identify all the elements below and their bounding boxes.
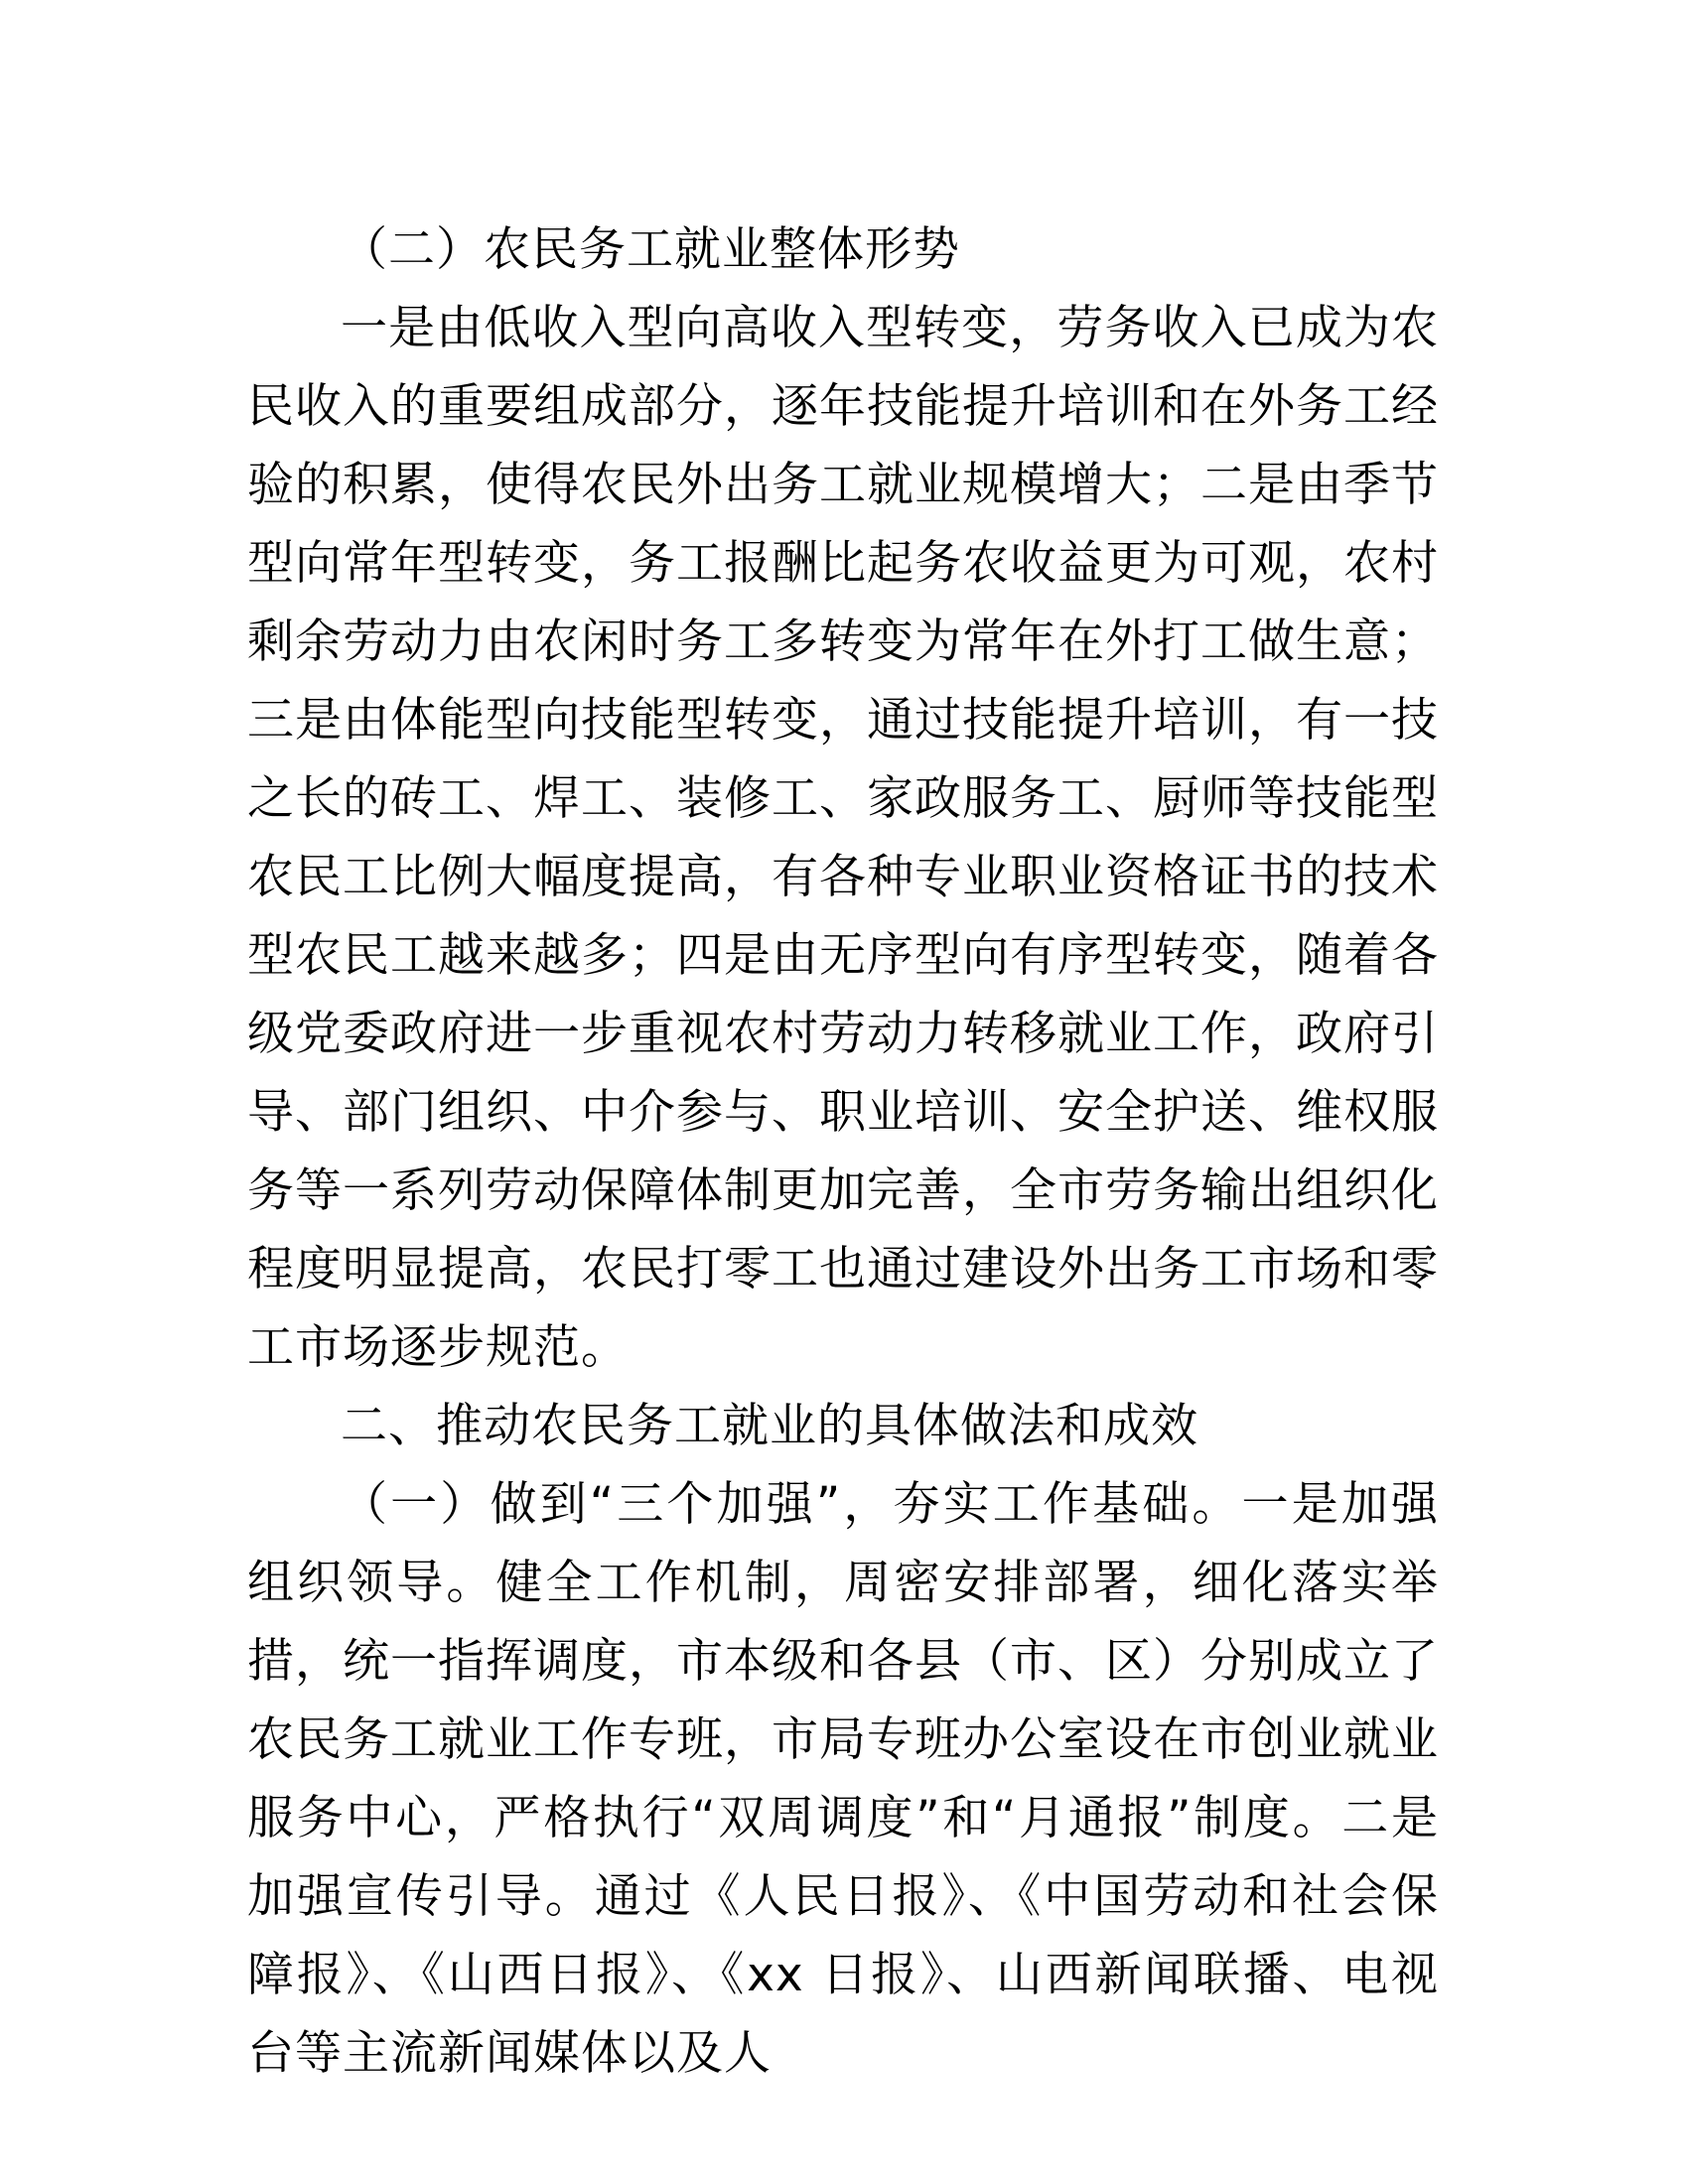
body-paragraph: 一是由低收入型向高收入型转变，劳务收入已成为农民收入的重要组成部分，逐年技能提升培训和在外务工经验的积累，使得农民外出务工就业规模增大；二是由季节型向常年型转变，务工报酬比起务农收益更为可观，农村剩余劳动力由农闲时务工多转变为常年在外打工做生意；三是由体能型向技能型转变，通过技能提升培训，有一技之长的砖工、焊工、装修工、家政服务工、厨师等技能型农民工比例大幅度提高，有各种专业职业资格证书的技术型农民工越来越多；四是由无序型向有序型转变，随着各级党委政府进一步重视农村劳动力转移就业工作，政府引导、部门组织、中介参与、职业培训、安全护送、维权服务等一系列劳动保障体制更加完善，全市劳务输出组织化程度明显提高，农民打零工也通过建设外出务工市场和零工市场逐步规范。 — [247, 301, 1439, 1375]
section-heading: （二）农民务工就业整体形势 — [341, 222, 960, 277]
body-paragraph: （一）做到“三个加强”，夯实工作基础。一是加强组织领导。健全工作机制，周密安排部署，细化落实举措，统一指挥调度，市本级和各县（市、区）分别成立了农民务工就业工作专班，市局专班办公室设在市创业就业服务中心，严格执行“双周调度”和“月通报”制度。二是加强宣传引导。通过《人民日报》、《中国劳动和社会保障报》、《山西日报》、《xx 日报》、山西新闻联播、电视台等主流新闻媒体以及人 — [247, 1477, 1439, 2081]
chapter-heading: 二、推动农民务工就业的具体做法和成效 — [341, 1399, 1198, 1453]
document-body — [247, 210, 1439, 2093]
